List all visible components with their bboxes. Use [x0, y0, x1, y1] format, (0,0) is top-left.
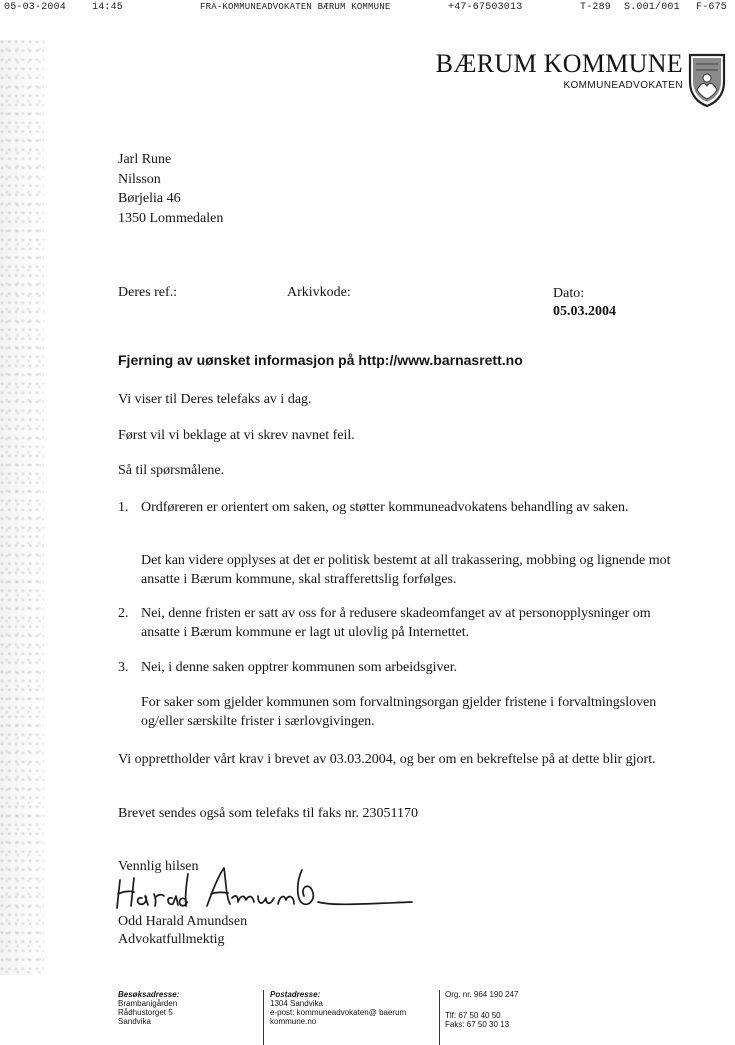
recipient-line: Nilsson	[118, 171, 161, 187]
visit-address-line: Rådhustorget 5	[118, 1008, 173, 1017]
footer-divider	[263, 990, 264, 1045]
paragraph: Brevet sendes også som telefaks til faks nr. 23051170	[118, 806, 419, 821]
letterhead	[418, 50, 683, 91]
closing-greeting: Vennlig hilsen	[118, 859, 199, 874]
visit-address-line: Sandvika	[118, 1017, 151, 1026]
org-number: Org. nr. 964 190 247	[445, 990, 519, 999]
item-text: Ordføreren er orientert om saken, og støtter kommuneadvokatens behandling av saken.	[141, 500, 629, 515]
item-number: 1.	[118, 500, 129, 515]
fax-sender: FRA-KOMMUNEADVOKATEN BÆRUM KOMMUNE	[200, 2, 391, 12]
footer-postal-address	[270, 990, 435, 1045]
fax-number: Faks: 67 50 30 13	[445, 1020, 510, 1029]
department-name: KOMMUNEADVOKATEN	[563, 80, 683, 91]
paragraph: Vi viser til Deres telefaks av i dag.	[118, 392, 312, 407]
archive-code-label: Arkivkode:	[287, 285, 351, 300]
fax-time: 14:45	[92, 2, 124, 13]
item-text: Nei, denne fristen er satt av oss for å redusere skadeomfanget av at personopplysninger om ansatte i Bærum kommune er lagt ut ulovlig på Internettet.	[141, 606, 651, 640]
visit-address-line: Brambanigården	[118, 999, 178, 1008]
signatory-name: Odd Harald Amundsen	[118, 914, 248, 929]
phone-number: Tlf: 67 50 40 50	[445, 1011, 501, 1020]
paragraph: Først vil vi beklage at vi skrev navnet feil.	[118, 428, 355, 443]
item-number: 2.	[118, 606, 129, 621]
letter-date: 05.03.2004	[553, 304, 616, 319]
scan-edge-noise	[0, 40, 44, 975]
footer-visit-address	[118, 990, 258, 1045]
item-text: Nei, i denne saken opptrer kommunen som arbeidsgiver.	[141, 660, 458, 675]
postal-address-line: 1304 Sandvika	[270, 999, 323, 1008]
your-ref-label: Deres ref.:	[118, 285, 178, 300]
recipient-line: 1350 Lommedalen	[118, 210, 224, 226]
fax-job: T-289	[580, 2, 612, 13]
signatory-title: Advokatfullmektig	[118, 932, 225, 947]
municipality-name: BÆRUM KOMMUNE	[435, 49, 683, 78]
fax-header	[0, 0, 735, 16]
recipient-line: Jarl Rune	[118, 152, 172, 167]
fax-id: F-675	[696, 2, 728, 13]
item-extra: For saker som gjelder kommunen som forvaltningsorgan gjelder fristene i forvaltningsloven og/eller særskilte frister i særlovgivingen.	[141, 695, 657, 729]
fax-pages: S.001/001	[624, 2, 680, 13]
item-extra: Det kan videre opplyses at det er politisk bestemt at all trakassering, mobbing og lignende mot ansatte i Bærum kommune, skal strafferettslig forfølges.	[141, 553, 671, 587]
fax-date: 05-03-2004	[4, 2, 67, 13]
coat-of-arms-icon	[687, 52, 727, 108]
date-label: Dato:	[553, 286, 585, 301]
footer-contact	[445, 990, 595, 1045]
recipient-line: Børjelia 46	[118, 191, 181, 206]
paragraph: Vi opprettholder vårt krav i brevet av 03.03.2004, og ber om en bekreftelse på at dette blir gjort.	[118, 752, 656, 767]
handwritten-signature	[112, 858, 432, 916]
footer-divider	[439, 990, 440, 1045]
letter-footer	[0, 990, 735, 1045]
paragraph: Så til spørsmålene.	[118, 463, 225, 478]
recipient-address	[118, 150, 223, 228]
postal-address-line: kommune.no	[270, 1017, 317, 1026]
postal-address-line: e-post: kommuneadvokaten@ baerum	[270, 1008, 407, 1017]
item-number: 3.	[118, 660, 129, 675]
subject-line: Fjerning av uønsket informasjon på http://www.barnasrett.no	[118, 352, 523, 368]
visit-address-label: Besøksadresse:	[118, 990, 180, 999]
postal-address-label: Postadresse:	[270, 990, 321, 999]
fax-phone: +47-67503013	[448, 2, 523, 13]
